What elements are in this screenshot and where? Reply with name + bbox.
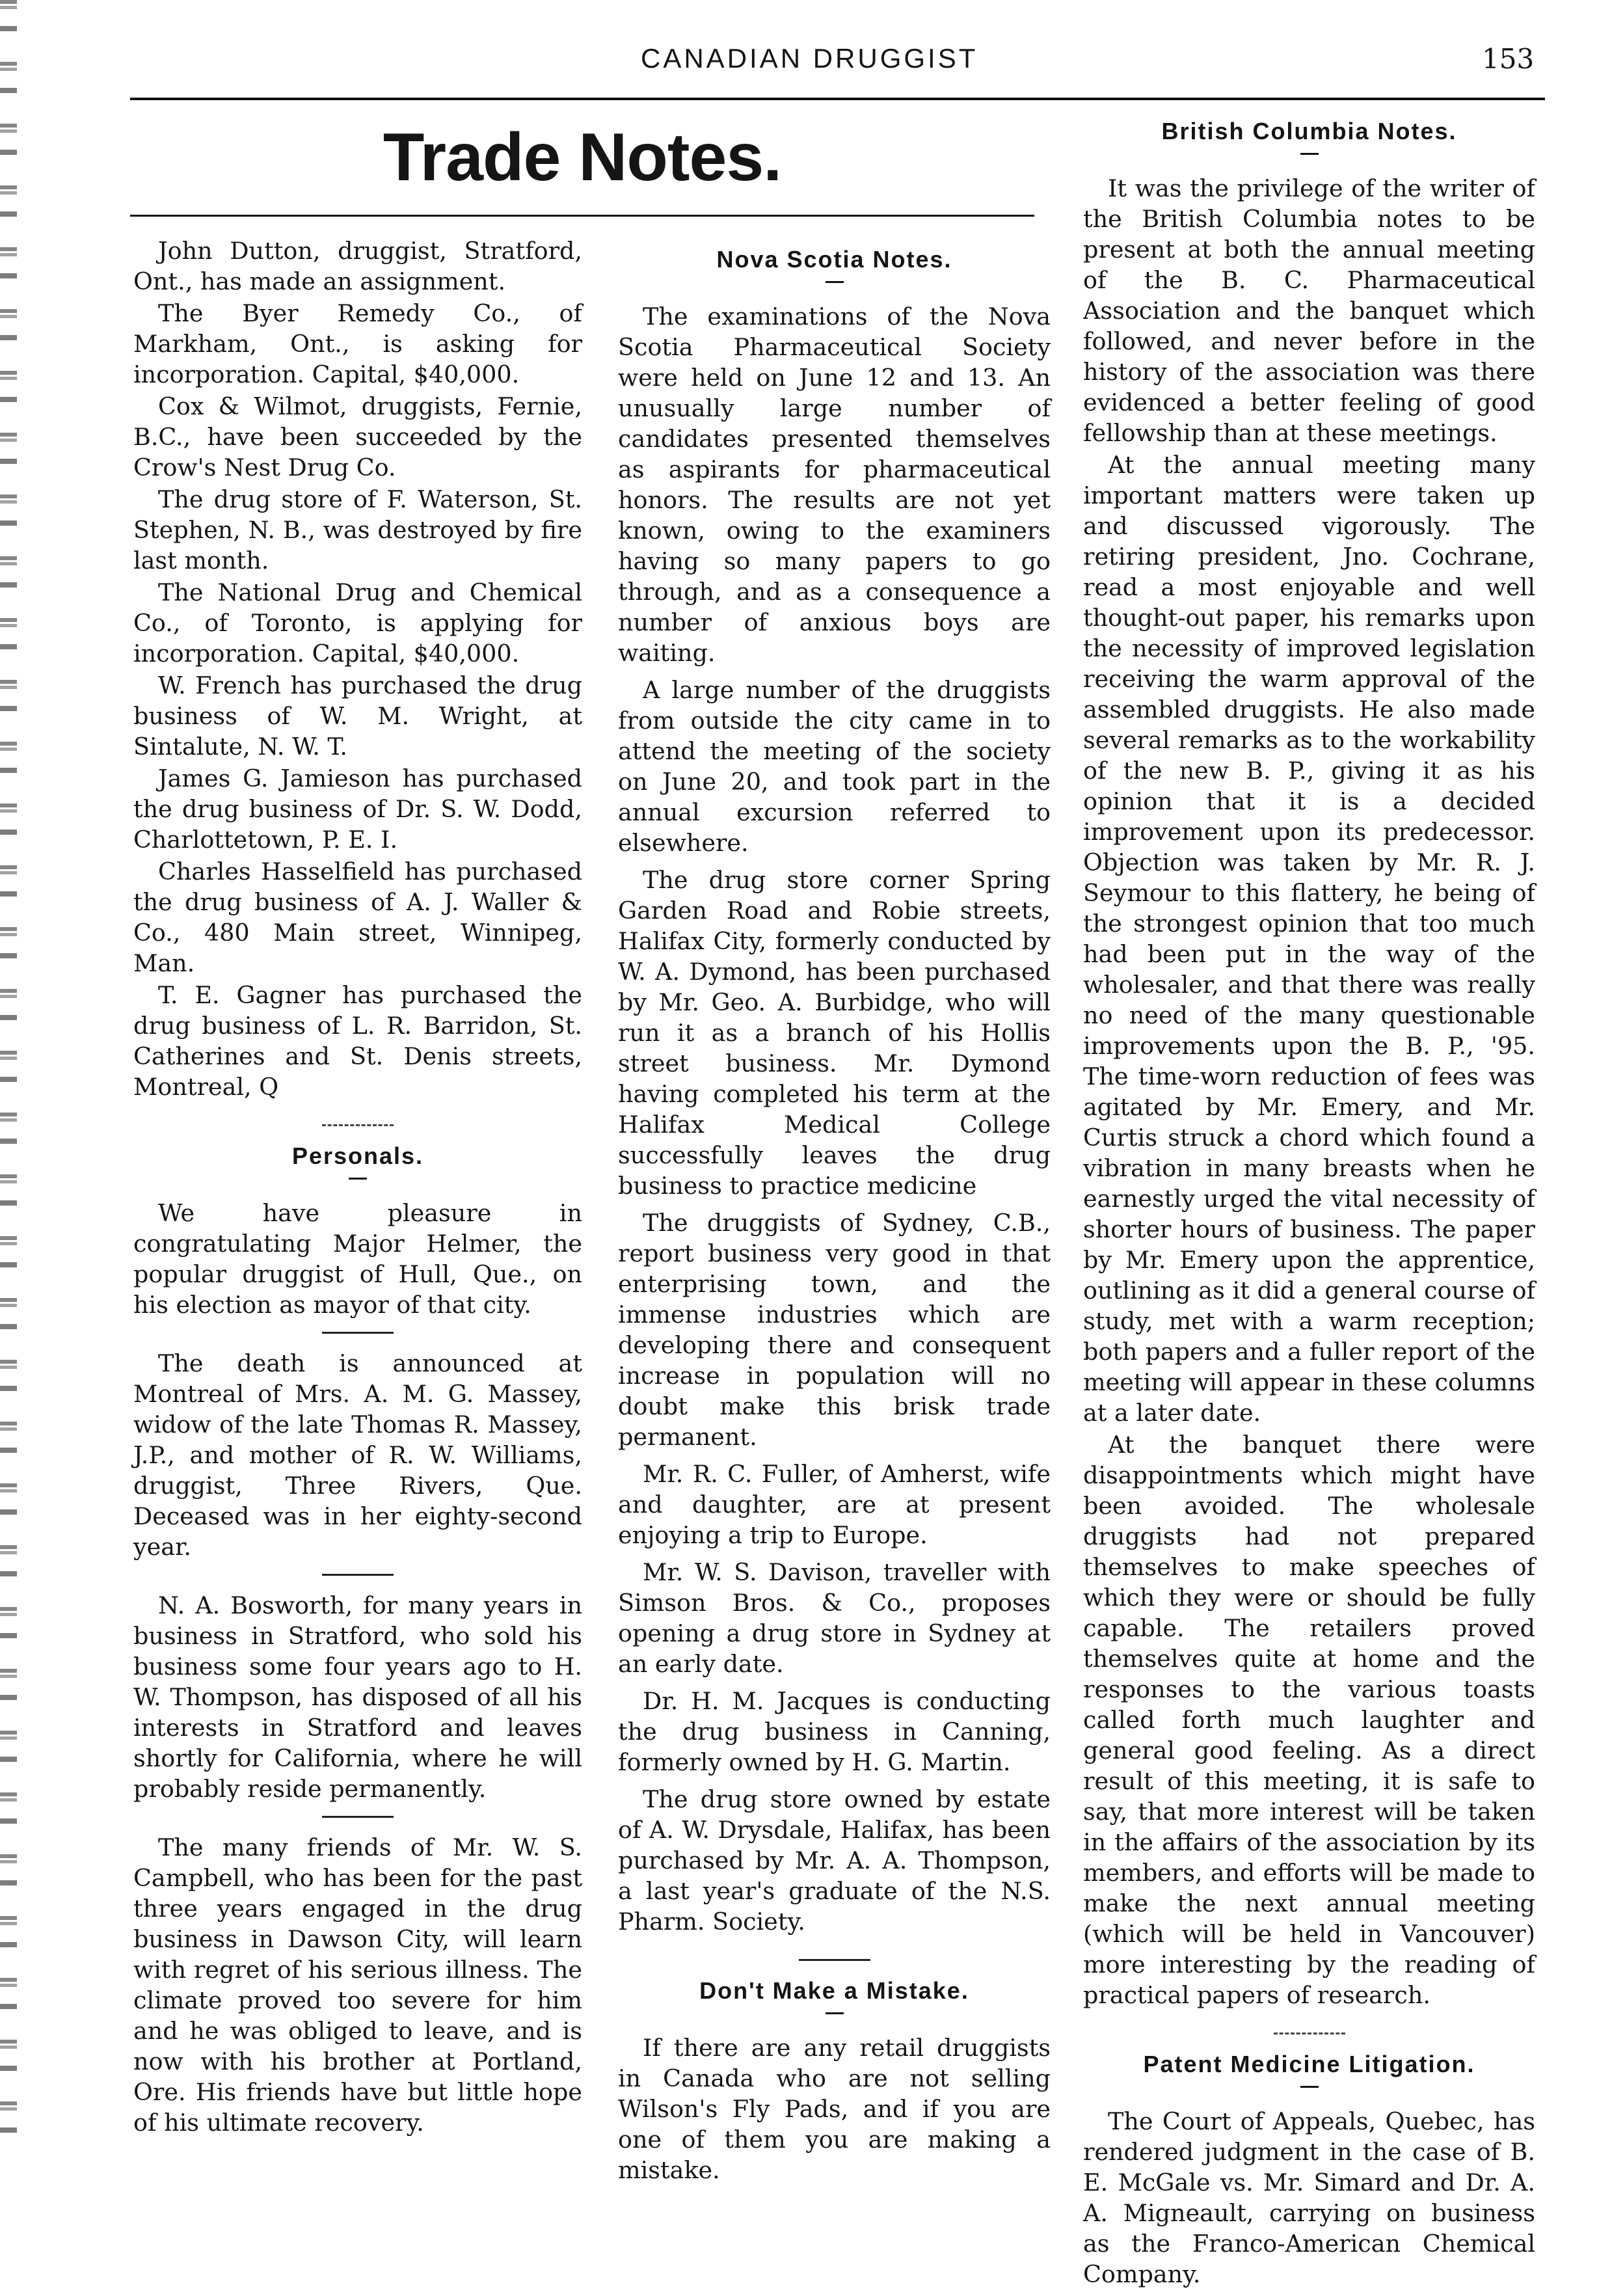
nova-scotia-note: The drug store owned by estate of A. W. Drysdale, Halifax, has been purchased by Mr. A. A. Thompson, a last year's graduate of the N.S. Pharm. Society. bbox=[618, 1785, 1051, 1936]
middle-column bbox=[618, 231, 1051, 2192]
british-columbia-note: It was the privilege of the writer of the British Columbia notes to be present at both the annual meeting of the B. C. Pharmaceutical Association and the banquet which followed, and never before in the history of the association was there evidenced a better feeling of good fellowship than at these meetings. bbox=[1083, 174, 1535, 447]
british-columbia-heading: British Columbia Notes. bbox=[1161, 118, 1457, 144]
heading-dash bbox=[826, 2012, 844, 2014]
personal-note: N. A. Bosworth, for many years in business in Stratford, who sold his business some four years ago to H. W. Thompson, has disposed of all his interests in Stratford and leaves shortly for California, where he will probably reside permanently. bbox=[133, 1591, 582, 1803]
patent-medicine-heading: Patent Medicine Litigation. bbox=[1143, 2051, 1475, 2077]
mistake-note: If there are any retail druggists in Canada who are not selling Wilson's Fly Pads, and if you are one of them you are making a mistake. bbox=[618, 2034, 1051, 2184]
trade-note: James G. Jamieson has purchased the drug business of Dr. S. W. Dodd, Charlottetown, P. E. I. bbox=[133, 764, 582, 854]
trade-note: John Dutton, druggist, Stratford, Ont., has made an assignment. bbox=[133, 237, 582, 295]
page-number: 153 bbox=[1482, 43, 1535, 75]
scanned-binding-edge bbox=[0, 0, 17, 2137]
trade-note: The Byer Remedy Co., of Markham, Ont., is asking for incorporation. Capital, $40,000. bbox=[133, 299, 582, 388]
running-head: CANADIAN DRUGGIST bbox=[641, 43, 978, 74]
item-separator bbox=[322, 1816, 394, 1818]
right-column bbox=[1083, 103, 1535, 2296]
trade-note: The National Drug and Chemical Co., of Toronto, is applying for incorporation. Capital, $40,000. bbox=[133, 578, 582, 668]
british-columbia-note: At the annual meeting many important matters were taken up and discussed vigorously. The retiring president, Jno. Cochrane, read a most enjoyable and well thought-out paper, his remarks upon the necessity of improved legislation receiving the warm approval of the assembled druggists. He also made several remarks as to the workability of the new B. P., giving it as his opinion that it is a decided improvement upon its predecessor. Objection was taken by Mr. R. J. Seymour to this flattery, he being of the strongest opinion that too much had been put in the way of the wholesaler, and that there was really no need of the many questionable improvements upon the B. P., '95. The time-worn reduction of fees was agitated by Mr. Emery, and Mr. Curtis struck a chord which found a vibration in many breasts when he earnestly urged the vital necessity of shorter hours of business. The paper by Mr. Emery upon the apprentice, outlining as it did a general course of study, met with a warm reception; both papers and a fuller report of the meeting will appear in these columns at a later date. bbox=[1083, 451, 1535, 1427]
nova-scotia-note: The druggists of Sydney, C.B., report business very good in that enterprising town, and the immense industries which are developing there and consequent increase in population will no doubt make this brisk trade permanent. bbox=[618, 1209, 1051, 1451]
personal-note: The death is announced at Montreal of Mrs. A. M. G. Massey, widow of the late Thomas R. Massey, J.P., and mother of R. W. Williams, druggist, Three Rivers, Que. Deceased was in her eighty-second year. bbox=[133, 1349, 582, 1561]
title-rule bbox=[130, 215, 1034, 217]
personal-note: The many friends of Mr. W. S. Campbell, who has been for the past three years engaged in the drug business in Dawson City, will learn with regret of his serious illness. The climate proved too severe for him and he was obliged to leave, and is now with his brother at Portland, Ore. His friends have but little hope of his ultimate recovery. bbox=[133, 1833, 582, 2137]
personal-note: We have pleasure in congratulating Major Helmer, the popular druggist of Hull, Que., on his election as mayor of that city. bbox=[133, 1199, 582, 1319]
nova-scotia-note: Mr. W. S. Davison, traveller with Simson Bros. & Co., proposes opening a drug store in Sydney at an early date. bbox=[618, 1558, 1051, 1678]
nova-scotia-note: The drug store corner Spring Garden Road and Robie streets, Halifax City, formerly conducted by W. A. Dymond, has been purchased by Mr. Geo. A. Burbidge, who will run it as a branch of his Hollis street business. Mr. Dymond having completed his term at the Halifax Medical College successfully leaves the drug business to practice medicine bbox=[618, 866, 1051, 1200]
heading-dash bbox=[349, 1178, 367, 1180]
heading-dash bbox=[826, 281, 844, 283]
header-rule bbox=[130, 98, 1545, 100]
left-column bbox=[133, 236, 582, 2144]
personals-heading: Personals. bbox=[291, 1142, 424, 1169]
item-separator bbox=[322, 1574, 394, 1576]
heading-dash bbox=[1300, 2086, 1319, 2088]
trade-note: Cox & Wilmot, druggists, Fernie, B.C., have been succeeded by the Crow's Nest Drug Co. bbox=[133, 392, 582, 481]
item-separator bbox=[322, 1332, 394, 1334]
heading-dash bbox=[1300, 153, 1319, 155]
trade-note: T. E. Gagner has purchased the drug business of L. R. Barridon, St. Catherines and St. Denis streets, Montreal, Q bbox=[133, 981, 582, 1101]
trade-note: W. French has purchased the drug business of W. M. Wright, at Sintalute, N. W. T. bbox=[133, 671, 582, 761]
nova-scotia-note: The examinations of the Nova Scotia Pharmaceutical Society were held on June 12 and 13. An unusually large number of candidates presented themselves as aspirants for pharmaceutical honors. The results are not yet known, owing to the examiners having so many papers to go through, and as a consequence a number of anxious boys are waiting. bbox=[618, 303, 1051, 667]
nova-scotia-note: A large number of the druggists from outside the city came in to attend the meeting of the society on June 20, and took part in the annual excursion referred to elsewhere. bbox=[618, 676, 1051, 857]
nova-scotia-heading: Nova Scotia Notes. bbox=[716, 246, 952, 273]
mistake-heading: Don't Make a Mistake. bbox=[699, 1977, 969, 2004]
section-separator bbox=[799, 1959, 870, 1961]
page-title: Trade Notes. bbox=[383, 120, 782, 195]
nova-scotia-note: Mr. R. C. Fuller, of Amherst, wife and daughter, are at present enjoying a trip to Europe. bbox=[618, 1460, 1051, 1549]
section-separator bbox=[322, 1124, 394, 1126]
patent-medicine-note: The Court of Appeals, Quebec, has rendered judgment in the case of B. E. McGale vs. Mr. Simard and Dr. A. A. Migneault, carrying on business as the Franco-American Chemical Company. bbox=[1083, 2107, 1535, 2288]
trade-note: Charles Hasselfield has purchased the drug business of A. J. Waller & Co., 480 Main street, Winnipeg, Man. bbox=[133, 858, 582, 977]
section-separator bbox=[1274, 2033, 1345, 2034]
title-block bbox=[130, 120, 1034, 195]
nova-scotia-note: Dr. H. M. Jacques is conducting the drug business in Canning, formerly owned by H. G. Martin. bbox=[618, 1687, 1051, 1776]
trade-note: The drug store of F. Waterson, St. Stephen, N. B., was destroyed by fire last month. bbox=[133, 485, 582, 574]
british-columbia-note: At the banquet there were disappointments which might have been avoided. The wholesale druggists had not prepared themselves to make speeches of which they were or should be fully capable. The retailers proved themselves quite at home and the responses to the various toasts called forth much laughter and general good feeling. As a direct result of this meeting, it is safe to say, that more interest will be taken in the affairs of the association by its members, and efforts will be made to make the next annual meeting (which will be held in Vancouver) more interesting by the reading of practical papers of research. bbox=[1083, 1431, 1535, 2009]
